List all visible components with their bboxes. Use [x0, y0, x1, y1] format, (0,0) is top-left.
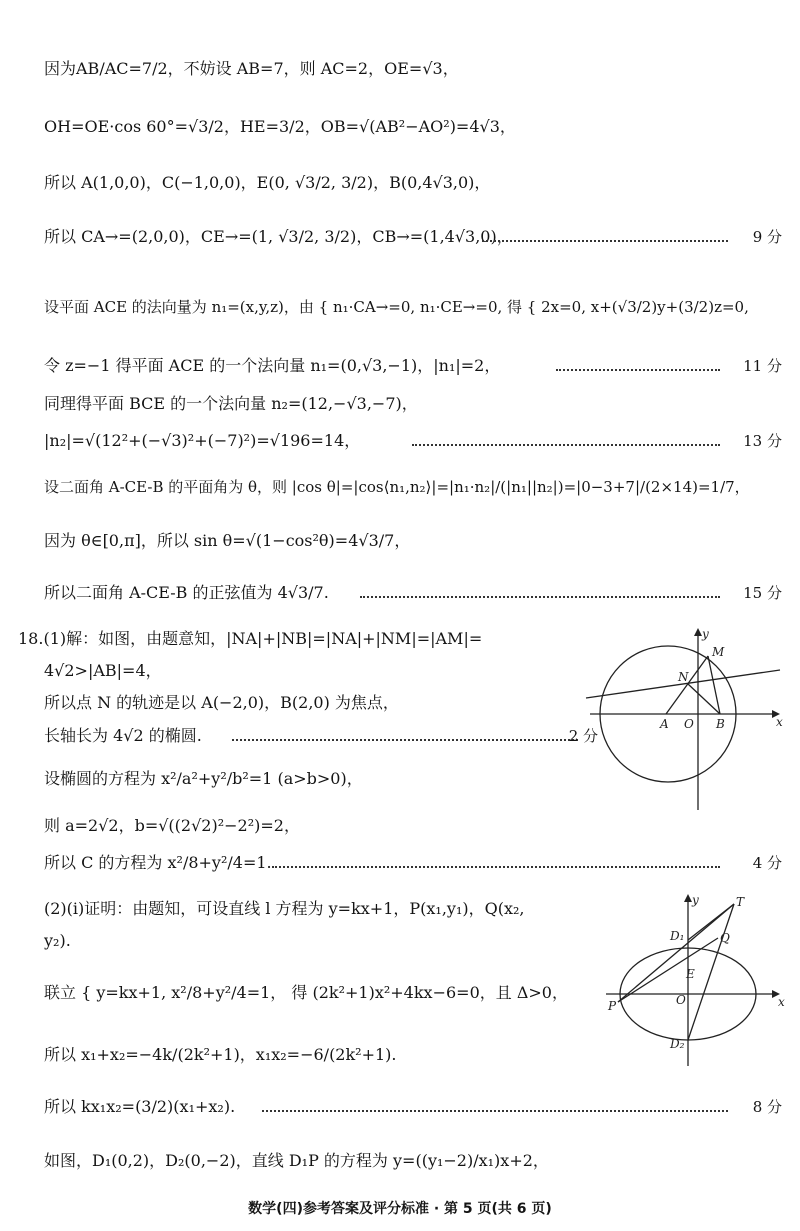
line-4: 所以 CA→=(2,0,0)，CE→=(1, √3/2, 3/2)，CB→=(1,4√3,0)，	[44, 227, 513, 246]
label-D2: D₂	[670, 1037, 685, 1051]
score-label: 8 分	[752, 1098, 782, 1116]
score-leader	[360, 596, 720, 598]
line-12: 18.(1)解：如图，由题意知，|NA|+|NB|=|NA|+|NM|=|AM|=	[18, 629, 483, 648]
line-10: 因为 θ∈[0,π]，所以 sin θ=√(1−cos²θ)=4√3/7，	[44, 531, 411, 550]
score-leader	[262, 1110, 728, 1112]
figure-ellipse	[600, 890, 800, 1070]
score-leader	[232, 739, 578, 741]
score-leader	[556, 369, 720, 371]
line-6: 令 z=−1 得平面 ACE 的一个法向量 n₁=(0,√3,−1)，|n₁|=2，	[44, 356, 501, 375]
label-T: T	[736, 895, 745, 909]
score-label: 15 分	[743, 584, 782, 602]
label-Q: Q	[720, 931, 730, 945]
label-P: P	[608, 999, 617, 1013]
label-D1: D₁	[670, 929, 685, 943]
line-19: (2)(i)证明：由题知，可设直线 l 方程为 y=kx+1，P(x₁,y₁)，Q(x₂,	[44, 899, 525, 918]
line-24: 如图，D₁(0,2)，D₂(0,−2)，直线 D₁P 的方程为 y=((y₁−2)/x₁)x+2，	[44, 1151, 549, 1170]
line-11: 所以二面角 A-CE-B 的正弦值为 4√3/7.	[44, 583, 329, 602]
label-y: y	[702, 627, 709, 641]
label-M: M	[712, 645, 725, 659]
line-D2T	[688, 904, 734, 1040]
line-3: 所以 A(1,0,0)，C(−1,0,0)，E(0, √3/2, 3/2)，B(0,4√3,0)，	[44, 173, 491, 192]
score-label: 13 分	[743, 432, 782, 450]
line-22: 所以 x₁+x₂=−4k/(2k²+1)，x₁x₂=−6/(2k²+1).	[44, 1045, 397, 1064]
figure-circle-ellipse	[580, 626, 790, 816]
line-9: 设二面角 A-CE-B 的平面角为 θ，则 |cos θ|=|cos⟨n₁,n₂⟩|=|n₁·n₂|/(|n₁||n₂|)=|0−3+7|/(2×14)=1/7，	[44, 478, 750, 496]
line-14: 所以点 N 的轨迹是以 A(−2,0)，B(2,0) 为焦点，	[44, 693, 399, 712]
label-A: A	[660, 717, 669, 731]
label-x: x	[778, 995, 785, 1009]
line-1: 因为AB/AC=7/2，不妨设 AB=7，则 AC=2，OE=√3，	[44, 59, 459, 78]
line-21: 联立 { y=kx+1, x²/8+y²/4=1， 得 (2k²+1)x²+4kx−6=0，且 Δ>0，	[44, 983, 568, 1002]
score-leader	[412, 444, 720, 446]
score-leader	[482, 240, 728, 242]
y-arrow	[694, 628, 702, 636]
label-x: x	[776, 715, 783, 729]
line-23: 所以 kx₁x₂=(3/2)(x₁+x₂).	[44, 1097, 236, 1116]
y-arrow	[684, 894, 692, 902]
line-7: 同理得平面 BCE 的一个法向量 n₂=(12,−√3,−7)，	[44, 394, 418, 413]
score-label: 2 分	[568, 727, 598, 745]
line-8: |n₂|=√(12²+(−√3)²+(−7)²)=√196=14，	[44, 431, 361, 450]
label-O: O	[684, 717, 694, 731]
label-B: B	[716, 717, 725, 731]
line-PQ	[618, 938, 718, 1002]
line-2: OH=OE·cos 60°=√3/2，HE=3/2，OB=√(AB²−AO²)=4√3，	[44, 117, 516, 136]
label-N: N	[678, 670, 689, 684]
line-20: y₂).	[44, 931, 71, 950]
label-E: E	[686, 967, 695, 981]
label-y: y	[692, 893, 699, 907]
line-18: 所以 C 的方程为 x²/8+y²/4=1.	[44, 853, 272, 872]
line-5: 设平面 ACE 的法向量为 n₁=(x,y,z)，由 { n₁·CA→=0, n₁·CE→=0, 得 { 2x=0, x+(√3/2)y+(3/2)z=0,	[44, 298, 749, 316]
score-label: 11 分	[743, 357, 782, 375]
line-PT	[618, 904, 734, 1002]
line-17: 则 a=2√2，b=√((2√2)²−2²)=2，	[44, 816, 300, 835]
score-leader	[272, 866, 720, 868]
line-15: 长轴长为 4√2 的椭圆.	[44, 726, 202, 745]
line-16: 设椭圆的方程为 x²/a²+y²/b²=1 (a>b>0)，	[44, 769, 363, 788]
score-label: 4 分	[752, 854, 782, 872]
score-label: 9 分	[752, 228, 782, 246]
line-13: 4√2>|AB|=4，	[44, 661, 162, 680]
page-footer: 数学(四)参考答案及评分标准 · 第 5 页(共 6 页)	[248, 1201, 552, 1217]
label-O: O	[676, 993, 686, 1007]
